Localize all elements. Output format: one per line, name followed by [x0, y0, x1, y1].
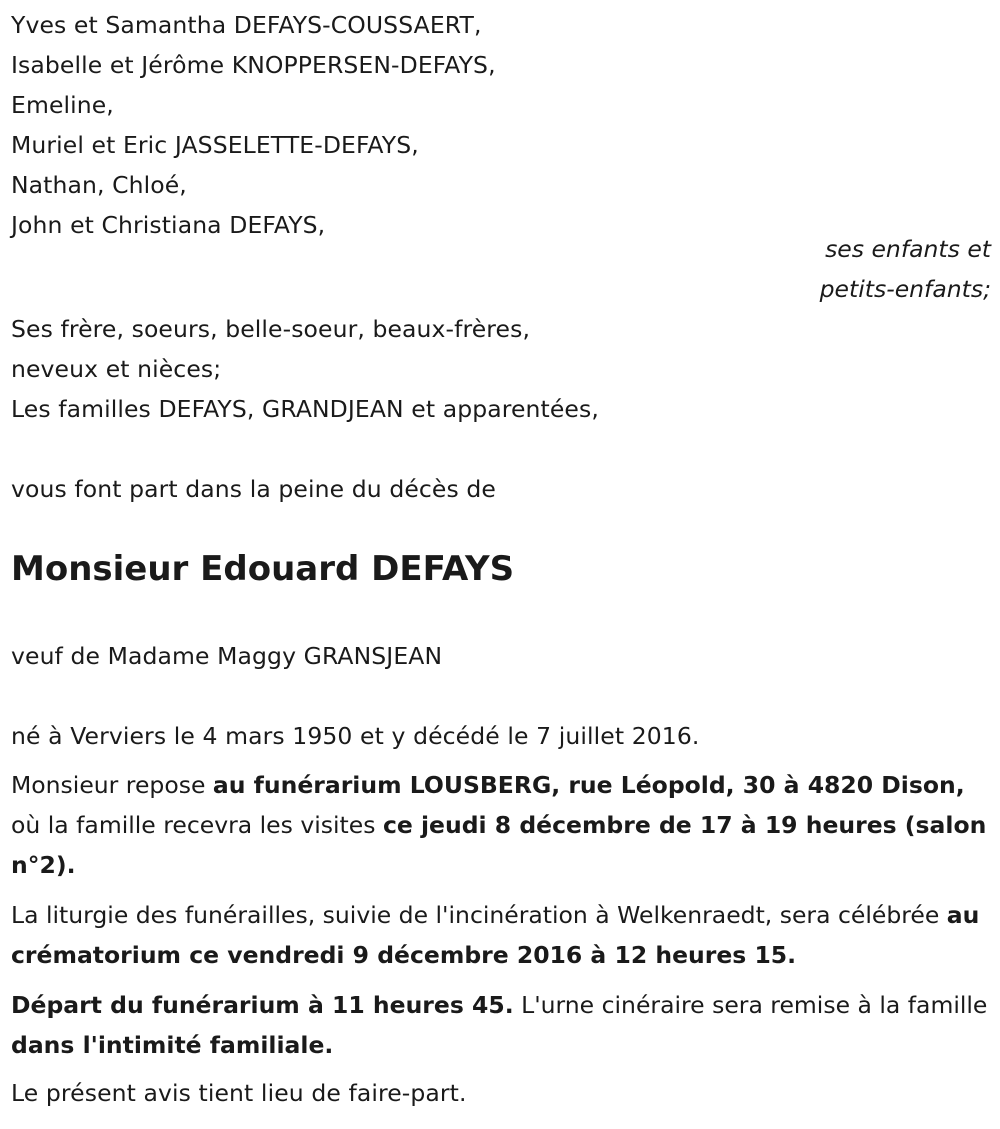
departure-time: Départ du funérarium à 11 heures 45. — [11, 991, 514, 1019]
family-line: Isabelle et Jérôme KNOPPERSEN-DEFAYS, — [11, 51, 496, 79]
liturgy-details: au crématorium ce vendredi 9 décembre 2016 à 12 heures 15. — [11, 901, 980, 969]
relatives-line: Ses frère, soeurs, belle-soeur, beaux-frères, — [11, 315, 531, 343]
relatives-line: Les familles DEFAYS, GRANDJEAN et apparentées, — [11, 395, 599, 423]
repose-text-1: Monsieur repose — [11, 771, 213, 799]
family-line: Yves et Samantha DEFAYS-COUSSAERT, — [11, 11, 482, 39]
family-line: John et Christiana DEFAYS, — [11, 211, 326, 239]
repose-location: au funérarium LOUSBERG, rue Léopold, 30 à 4820 Dison, — [212, 771, 965, 799]
repose-text-2: où la famille recevra les visites — [11, 811, 383, 839]
visit-times: ce jeudi 8 décembre de 17 à 19 heures (salon n°2). — [11, 811, 987, 879]
liturgy-paragraph — [11, 895, 991, 975]
liturgy-text: La liturgie des funérailles, suivie de l'incinération à Welkenraedt, sera célébrée — [11, 901, 947, 929]
urn-text: L'urne cinéraire sera remise à la famille — [513, 991, 988, 1019]
family-line: Emeline, — [11, 91, 114, 119]
family-line: Muriel et Eric JASSELETTE-DEFAYS, — [11, 131, 419, 159]
relatives-line: neveux et nièces; — [11, 355, 222, 383]
family-line: Nathan, Chloé, — [11, 171, 187, 199]
deceased-name: Monsieur Edouard DEFAYS — [11, 549, 515, 589]
family-role-line-1: ses enfants et — [825, 235, 991, 263]
announcement-text: vous font part dans la peine du décès de — [11, 475, 496, 503]
repose-paragraph — [11, 765, 991, 885]
departure-paragraph — [11, 985, 991, 1065]
birth-death-text: né à Verviers le 4 mars 1950 et y décédé le 7 juillet 2016. — [11, 722, 700, 750]
widower-text: veuf de Madame Maggy GRANSJEAN — [11, 642, 443, 670]
family-role-line-2: petits-enfants; — [819, 275, 991, 303]
urn-details: dans l'intimité familiale. — [11, 1031, 334, 1059]
closing-text: Le présent avis tient lieu de faire-part. — [11, 1079, 467, 1107]
